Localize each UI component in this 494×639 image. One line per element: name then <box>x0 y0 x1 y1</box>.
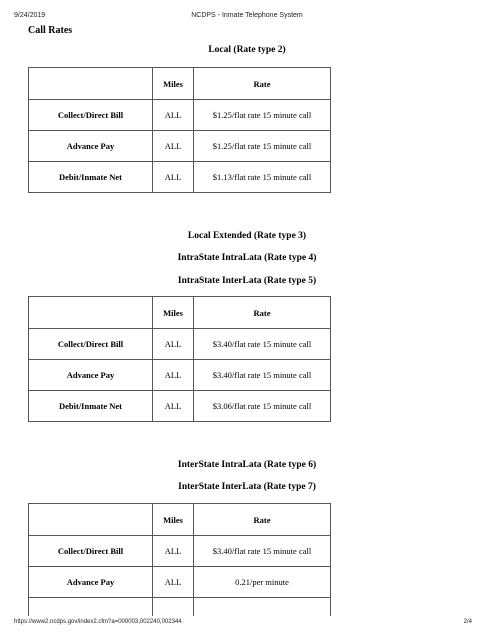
rate-label-local-extended: Local Extended (Rate type 3) <box>187 231 307 241</box>
table-header-row <box>29 504 331 536</box>
call-type-cell: Debit/Inmate Net <box>29 162 153 193</box>
rate-cell: $3.06/flat rate 15 minute call <box>194 391 331 422</box>
rate-cell: $3.40/flat rate 15 minute call <box>194 360 331 391</box>
call-type-cell: Collect/Direct Bill <box>29 536 153 567</box>
rate-label-interstate-intralata: InterState IntraLata (Rate type 6) <box>177 460 317 470</box>
table-header-row <box>29 297 331 329</box>
table-header-row <box>29 68 331 100</box>
call-type-cell: Debit/Inmate Net <box>29 391 153 422</box>
table-row <box>29 536 331 567</box>
table-row <box>29 100 331 131</box>
print-url: https://www2.ncdps.gov/index2.cfm?a=000003,002240,002344 <box>14 619 182 625</box>
print-title: NCDPS - Inmate Telephone System <box>191 12 303 19</box>
call-type-cell: Advance Pay <box>29 360 153 391</box>
call-type-cell: Collect/Direct Bill <box>29 100 153 131</box>
print-date: 9/24/2019 <box>14 12 46 19</box>
rate-cell: $3.40/flat rate 15 minute call <box>194 536 331 567</box>
rate-label-intrastate-intralata: IntraState IntraLata (Rate type 4) <box>177 253 317 263</box>
call-type-cell: Advance Pay <box>29 131 153 162</box>
rate-label-interstate-interlata: InterState InterLata (Rate type 7) <box>178 482 316 492</box>
table-row <box>29 131 331 162</box>
table-row <box>29 567 331 598</box>
table-row <box>29 162 331 193</box>
rate-cell: $1.25/flat rate 15 minute call <box>194 100 331 131</box>
column-header <box>29 297 153 329</box>
miles-cell: ALL <box>153 536 194 567</box>
rate-label-local: Local (Rate type 2) <box>208 45 286 55</box>
call-type-cell: Advance Pay <box>29 567 153 598</box>
rate-cell: 0.21/per minute <box>194 567 331 598</box>
column-header: Rate <box>194 504 331 536</box>
miles-cell: ALL <box>153 329 194 360</box>
miles-cell: ALL <box>153 391 194 422</box>
miles-cell: ALL <box>153 162 194 193</box>
column-header: Rate <box>194 68 331 100</box>
column-header <box>29 504 153 536</box>
table-row <box>29 329 331 360</box>
column-header: Rate <box>194 297 331 329</box>
column-header <box>29 68 153 100</box>
column-header: Miles <box>153 504 194 536</box>
rate-table-local <box>28 67 331 193</box>
rate-table-interstate <box>28 503 331 629</box>
rate-cell: $1.13/flat rate 15 minute call <box>194 162 331 193</box>
rate-label-intrastate-interlata: IntraState InterLata (Rate type 5) <box>177 276 317 286</box>
call-type-cell: Collect/Direct Bill <box>29 329 153 360</box>
column-header: Miles <box>153 297 194 329</box>
table-row <box>29 360 331 391</box>
rate-table-intrastate <box>28 296 331 422</box>
rate-cell: $3.40/flat rate 15 minute call <box>194 329 331 360</box>
column-header: Miles <box>153 68 194 100</box>
rate-cell: $1.25/flat rate 15 minute call <box>194 131 331 162</box>
miles-cell: ALL <box>153 100 194 131</box>
miles-cell: ALL <box>153 360 194 391</box>
section-title: Call Rates <box>28 25 73 36</box>
miles-cell: ALL <box>153 567 194 598</box>
table-row <box>29 391 331 422</box>
page-number: 2/4 <box>463 619 472 625</box>
miles-cell: ALL <box>153 131 194 162</box>
